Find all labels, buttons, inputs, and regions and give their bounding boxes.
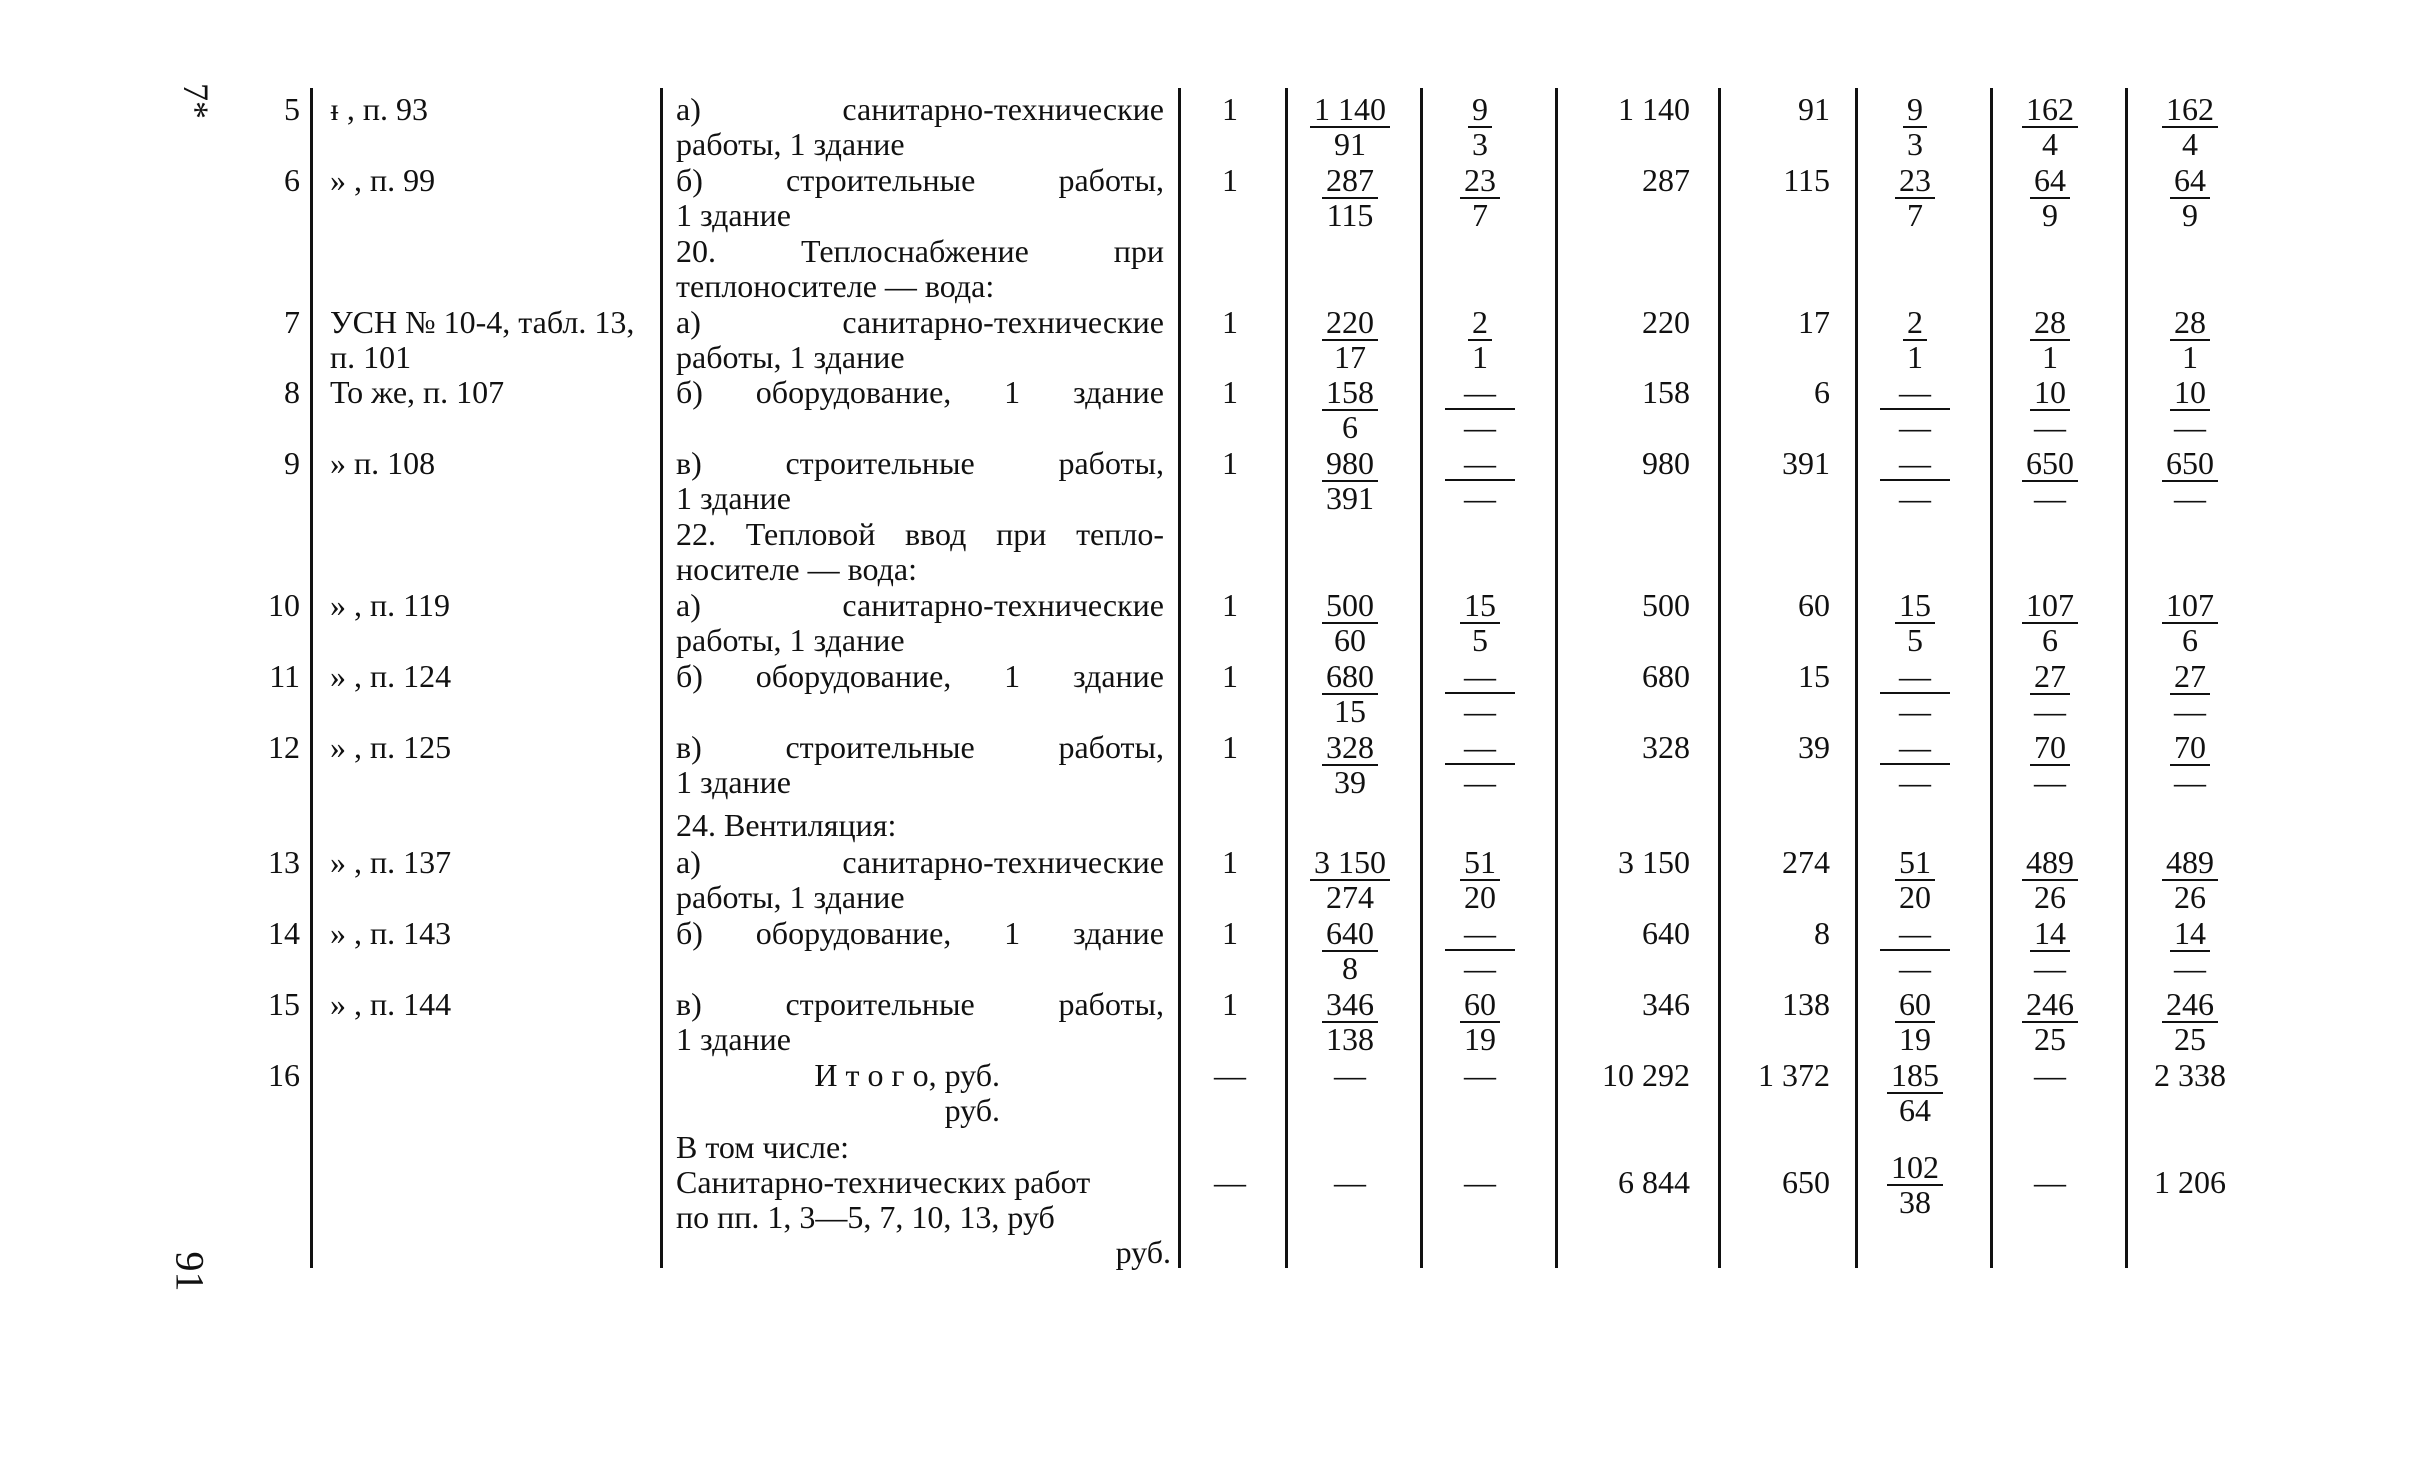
fraction-cell: $\frac{162}{4}$ bbox=[2130, 92, 2250, 161]
row-description: а) санитарно-технические работы, 1 здание bbox=[676, 587, 1164, 658]
row-qty: 1 bbox=[1222, 915, 1238, 951]
value-cell: — bbox=[1464, 1057, 1496, 1093]
row-number: 8 bbox=[284, 374, 300, 410]
section-heading: 22. Тепловой ввод при тепло- носителе — вода: bbox=[676, 516, 1164, 587]
row-source: » , п. 137 bbox=[330, 844, 452, 880]
value-cell: 8 bbox=[1814, 915, 1830, 951]
row-description: б) оборудование, 1 здание bbox=[676, 374, 1164, 410]
row-number: 13 bbox=[268, 844, 300, 880]
value-cell: — bbox=[1464, 1164, 1496, 1200]
fraction-cell: $\frac{14}{—}$ bbox=[1995, 916, 2105, 985]
fraction-cell: $\frac{2}{1}$ bbox=[1860, 305, 1970, 374]
value-cell: — bbox=[2034, 1057, 2066, 1093]
row-qty: 1 bbox=[1222, 162, 1238, 198]
fraction-cell: $\frac{15}{5}$ bbox=[1860, 588, 1970, 657]
fraction-cell: $\frac{27}{—}$ bbox=[1995, 659, 2105, 728]
fraction-cell: $\frac{9}{3}$ bbox=[1430, 92, 1530, 161]
fraction-cell: $\frac{246}{25}$ bbox=[2130, 987, 2250, 1056]
fraction-cell: $\frac{328}{39}$ bbox=[1290, 730, 1410, 799]
row-number: 12 bbox=[268, 729, 300, 765]
row-number: 7 bbox=[284, 304, 300, 340]
row-source: » п. 108 bbox=[330, 445, 436, 481]
col-divider bbox=[310, 88, 313, 1268]
row-description: б) оборудование, 1 здание bbox=[676, 658, 1164, 694]
fraction-cell: — — bbox=[1430, 375, 1530, 443]
row-source: » , п. 119 bbox=[330, 587, 450, 623]
value-cell: 328 bbox=[1642, 729, 1690, 765]
col-divider bbox=[1555, 88, 1558, 1268]
fraction-cell: $\frac{489}{26}$ bbox=[1995, 845, 2105, 914]
fraction-cell: $\frac{15}{5}$ bbox=[1430, 588, 1530, 657]
col-divider bbox=[660, 88, 663, 1268]
fraction-cell: $\frac{2}{1}$ bbox=[1430, 305, 1530, 374]
row-number: 9 bbox=[284, 445, 300, 481]
including-label: В том числе: Санитарно-технических работ по пп. 1, 3—5, 7, 10, 13, руб руб. bbox=[676, 1129, 1171, 1270]
value-cell: 391 bbox=[1782, 445, 1830, 481]
fraction-cell: $\frac{640}{8}$ bbox=[1290, 916, 1410, 985]
col-divider bbox=[1990, 88, 1993, 1268]
fraction-cell: $\frac{70}{—}$ bbox=[2130, 730, 2250, 799]
fraction-cell: $\frac{650}{—}$ bbox=[2130, 446, 2250, 515]
value-cell: 115 bbox=[1783, 162, 1830, 198]
row-qty: 1 bbox=[1222, 658, 1238, 694]
fraction-cell: $\frac{287}{115}$ bbox=[1290, 163, 1410, 232]
fraction-cell: $\frac{980}{391}$ bbox=[1290, 446, 1410, 515]
fraction-cell: $\frac{60}{19}$ bbox=[1430, 987, 1530, 1056]
fraction-cell: $\frac{650}{—}$ bbox=[1995, 446, 2105, 515]
row-number: 6 bbox=[284, 162, 300, 198]
fraction-cell: $\frac{28}{1}$ bbox=[2130, 305, 2250, 374]
value-cell: 680 bbox=[1642, 658, 1690, 694]
fraction-cell: $\frac{51}{20}$ bbox=[1860, 845, 1970, 914]
col-divider bbox=[1178, 88, 1181, 1268]
fraction-cell: $\frac{23}{7}$ bbox=[1860, 163, 1970, 232]
fraction-cell: — — bbox=[1860, 446, 1970, 514]
value-cell: 91 bbox=[1798, 91, 1830, 127]
value-cell: — bbox=[1334, 1164, 1366, 1200]
fraction-cell: — — bbox=[1430, 916, 1530, 984]
row-number: 5 bbox=[284, 91, 300, 127]
row-qty: — bbox=[1214, 1057, 1246, 1093]
row-qty: 1 bbox=[1222, 729, 1238, 765]
fraction-cell: $\frac{10}{—}$ bbox=[2130, 375, 2250, 444]
row-description: в) строительные работы, 1 здание bbox=[676, 986, 1164, 1057]
value-cell: — bbox=[2034, 1164, 2066, 1200]
row-number: 11 bbox=[269, 658, 300, 694]
row-source: » , п. 124 bbox=[330, 658, 452, 694]
fraction-cell: $\frac{23}{7}$ bbox=[1430, 163, 1530, 232]
row-qty: 1 bbox=[1222, 986, 1238, 1022]
row-number: 16 bbox=[268, 1057, 300, 1093]
row-number: 14 bbox=[268, 915, 300, 951]
row-qty: 1 bbox=[1222, 587, 1238, 623]
value-cell: 17 bbox=[1798, 304, 1830, 340]
col-divider bbox=[2125, 88, 2128, 1268]
fraction-cell: $\frac{162}{4}$ bbox=[1995, 92, 2105, 161]
row-qty: 1 bbox=[1222, 374, 1238, 410]
fraction-cell: $\frac{158}{6}$ bbox=[1290, 375, 1410, 444]
row-source: » , п. 143 bbox=[330, 915, 452, 951]
fraction-cell: — — bbox=[1430, 730, 1530, 798]
section-heading: 24. Вентиляция: bbox=[676, 807, 897, 843]
fraction-cell: $\frac{70}{—}$ bbox=[1995, 730, 2105, 799]
value-cell: 220 bbox=[1642, 304, 1690, 340]
fraction-cell: — — bbox=[1860, 659, 1970, 727]
value-cell: 1 206 bbox=[2154, 1164, 2226, 1200]
value-cell: 287 bbox=[1642, 162, 1690, 198]
total-label: И т о г о, руб. руб. bbox=[814, 1057, 1000, 1128]
row-description: а) санитарно-технические работы, 1 здание bbox=[676, 91, 1164, 162]
page-number: 91 bbox=[167, 1251, 213, 1292]
fraction-cell: $\frac{60}{19}$ bbox=[1860, 987, 1970, 1056]
total-value: 2 338 bbox=[2154, 1057, 2226, 1093]
section-heading: 20. Теплоснабжение при теплоносителе — вода: bbox=[676, 233, 1164, 304]
value-cell: 980 bbox=[1642, 445, 1690, 481]
value-cell: 1 140 bbox=[1618, 91, 1690, 127]
fraction-cell: — — bbox=[1430, 446, 1530, 514]
fraction-cell: $\frac{107}{6}$ bbox=[1995, 588, 2105, 657]
value-cell: 15 bbox=[1798, 658, 1830, 694]
col-divider bbox=[1420, 88, 1423, 1268]
row-qty: — bbox=[1214, 1164, 1246, 1200]
fraction-cell: $\frac{680}{15}$ bbox=[1290, 659, 1410, 728]
fraction-cell: $\frac{220}{17}$ bbox=[1290, 305, 1410, 374]
row-description: б) оборудование, 1 здание bbox=[676, 915, 1164, 951]
row-description: в) строительные работы, 1 здание bbox=[676, 729, 1164, 800]
row-qty: 1 bbox=[1222, 91, 1238, 127]
total-value: 1 372 bbox=[1758, 1057, 1830, 1093]
row-source: » , п. 99 bbox=[330, 162, 436, 198]
sheet-mark: 7* bbox=[176, 83, 216, 119]
row-source: ᵻ , п. 93 bbox=[330, 91, 429, 127]
fraction-cell: $\frac{51}{20}$ bbox=[1430, 845, 1530, 914]
fraction-cell: — — bbox=[1860, 730, 1970, 798]
row-number: 15 bbox=[268, 986, 300, 1022]
fraction-cell: $\frac{102}{38}$ bbox=[1860, 1150, 1970, 1219]
fraction-cell: — — bbox=[1430, 659, 1530, 727]
fraction-cell: $\frac{3 150}{274}$ bbox=[1290, 845, 1410, 914]
value-cell: 3 150 bbox=[1618, 844, 1690, 880]
value-cell: 640 bbox=[1642, 915, 1690, 951]
row-description: б) строительные работы, 1 здание bbox=[676, 162, 1164, 233]
row-qty: 1 bbox=[1222, 844, 1238, 880]
fraction-cell: $\frac{346}{138}$ bbox=[1290, 987, 1410, 1056]
row-description: в) строительные работы, 1 здание bbox=[676, 445, 1164, 516]
fraction-cell: $\frac{1 140}{91}$ bbox=[1290, 92, 1410, 161]
fraction-cell: $\frac{64}{9}$ bbox=[2130, 163, 2250, 232]
fraction-cell: $\frac{64}{9}$ bbox=[1995, 163, 2105, 232]
value-cell: 138 bbox=[1782, 986, 1830, 1022]
fraction-cell: $\frac{500}{60}$ bbox=[1290, 588, 1410, 657]
value-cell: 158 bbox=[1642, 374, 1690, 410]
value-cell: — bbox=[1334, 1057, 1366, 1093]
value-cell: 6 bbox=[1814, 374, 1830, 410]
value-cell: 60 bbox=[1798, 587, 1830, 623]
fraction-cell: $\frac{246}{25}$ bbox=[1995, 987, 2105, 1056]
fraction-cell: — — bbox=[1860, 375, 1970, 443]
col-divider bbox=[1285, 88, 1288, 1268]
fraction-cell: $\frac{185}{64}$ bbox=[1860, 1058, 1970, 1127]
row-source: УСН № 10-4, табл. 13, п. 101 bbox=[330, 304, 635, 375]
value-cell: 274 bbox=[1782, 844, 1830, 880]
value-cell: 39 bbox=[1798, 729, 1830, 765]
row-description: а) санитарно-технические работы, 1 здание bbox=[676, 304, 1164, 375]
value-cell: 346 bbox=[1642, 986, 1690, 1022]
value-cell: 6 844 bbox=[1618, 1164, 1690, 1200]
fraction-cell: $\frac{14}{—}$ bbox=[2130, 916, 2250, 985]
fraction-cell: $\frac{27}{—}$ bbox=[2130, 659, 2250, 728]
row-source: » , п. 144 bbox=[330, 986, 452, 1022]
row-source: То же, п. 107 bbox=[330, 374, 505, 410]
col-divider bbox=[1855, 88, 1858, 1268]
fraction-cell: $\frac{107}{6}$ bbox=[2130, 588, 2250, 657]
fraction-cell: — — bbox=[1860, 916, 1970, 984]
fraction-cell: $\frac{28}{1}$ bbox=[1995, 305, 2105, 374]
row-number: 10 bbox=[268, 587, 300, 623]
fraction-cell: $\frac{489}{26}$ bbox=[2130, 845, 2250, 914]
row-qty: 1 bbox=[1222, 304, 1238, 340]
value-cell: 650 bbox=[1782, 1164, 1830, 1200]
fraction-cell: $\frac{9}{3}$ bbox=[1860, 92, 1970, 161]
row-description: а) санитарно-технические работы, 1 здание bbox=[676, 844, 1164, 915]
row-qty: 1 bbox=[1222, 445, 1238, 481]
row-source: » , п. 125 bbox=[330, 729, 452, 765]
value-cell: 500 bbox=[1642, 587, 1690, 623]
total-value: 10 292 bbox=[1602, 1057, 1690, 1093]
fraction-cell: $\frac{10}{—}$ bbox=[1995, 375, 2105, 444]
